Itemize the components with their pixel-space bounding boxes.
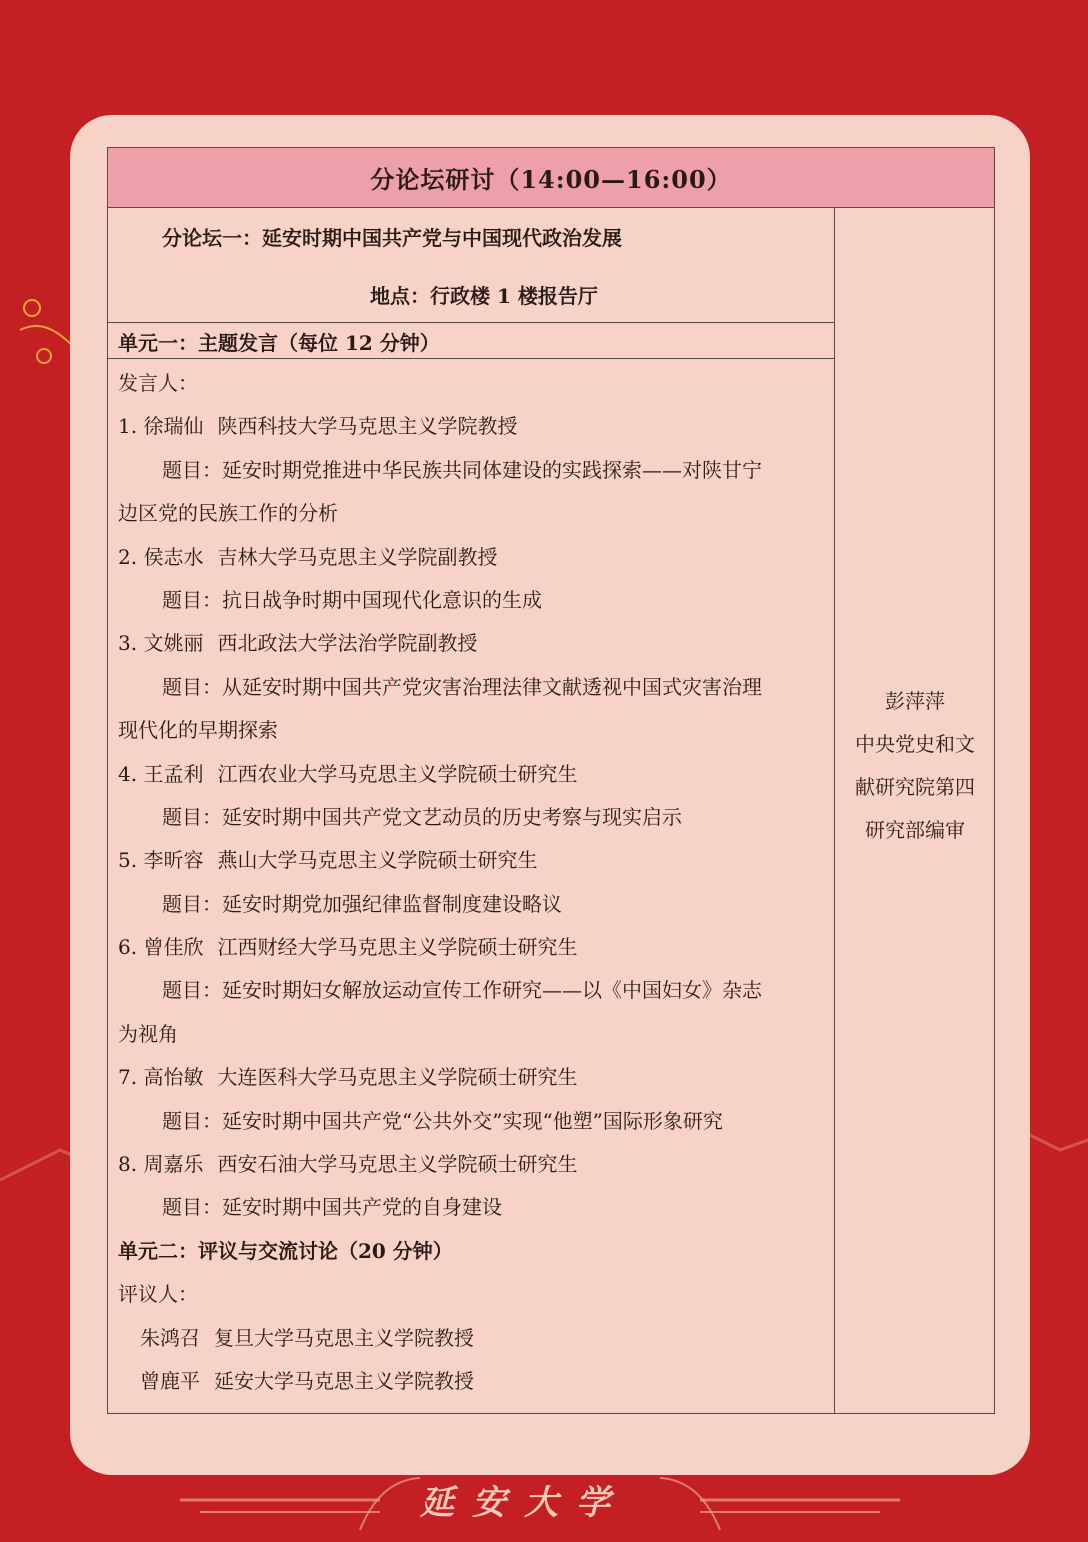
commentator-affiliation: 延安大学马克思主义学院教授 — [214, 1368, 474, 1393]
column-divider — [834, 208, 835, 1413]
speaker-item — [118, 753, 828, 796]
host-title-line: 研究部编审 — [865, 818, 965, 842]
speaker-name: 7. 高怡敏 — [118, 1065, 204, 1090]
commentator-affiliation: 复旦大学马克思主义学院教授 — [214, 1325, 474, 1350]
host-info — [836, 680, 994, 852]
commentators-label: 评议人： — [118, 1282, 198, 1307]
speaker-affiliation: 陕西科技大学马克思主义学院教授 — [217, 414, 518, 439]
speaker-topic: 题目：从延安时期中国共产党灾害治理法律文献透视中国式灾害治理 — [162, 674, 762, 699]
commentator-name: 朱鸿召 — [140, 1325, 200, 1350]
speaker-item — [118, 1143, 828, 1186]
unit1-heading: 单元一：主题发言（每位 12 分钟） — [118, 331, 440, 355]
speaker-name: 5. 李昕容 — [118, 848, 204, 873]
speaker-affiliation: 西安石油大学马克思主义学院硕士研究生 — [217, 1152, 578, 1177]
agenda-content — [118, 362, 828, 1403]
host-title-line: 献研究院第四 — [855, 775, 975, 799]
speaker-topic: 题目：延安时期党推进中华民族共同体建设的实践探索——对陕甘宁 — [162, 457, 762, 482]
speaker-affiliation: 西北政法大学法治学院副教授 — [217, 631, 478, 656]
page-title: 分论坛研讨（14:00—16:00） — [108, 148, 994, 208]
speaker-affiliation: 江西财经大学马克思主义学院硕士研究生 — [217, 935, 578, 960]
speaker-name: 8. 周嘉乐 — [118, 1152, 204, 1177]
speaker-affiliation: 吉林大学马克思主义学院副教授 — [217, 544, 498, 569]
speaker-name: 3. 文姚丽 — [118, 631, 204, 656]
agenda-table — [107, 147, 995, 1414]
commentator-item — [118, 1317, 828, 1360]
speaker-affiliation: 江西农业大学马克思主义学院硕士研究生 — [217, 761, 578, 786]
commentator-item — [118, 1360, 828, 1403]
speaker-topic: 题目：延安时期妇女解放运动宣传工作研究——以《中国妇女》杂志 — [162, 978, 762, 1003]
speakers-label: 发言人： — [118, 371, 198, 395]
speaker-item — [118, 536, 828, 579]
speaker-affiliation: 大连医科大学马克思主义学院硕士研究生 — [217, 1065, 578, 1090]
host-name: 彭萍萍 — [885, 689, 945, 713]
speaker-topic: 题目：延安时期中国共产党“公共外交”实现“他塑”国际形象研究 — [162, 1108, 723, 1133]
speaker-topic: 题目：延安时期中国共产党文艺动员的历史考察与现实启示 — [162, 804, 682, 829]
speaker-item — [118, 926, 828, 969]
host-title-line: 中央党史和文 — [855, 732, 975, 756]
commentator-name: 曾鹿平 — [140, 1368, 200, 1393]
speaker-item — [118, 622, 828, 665]
speaker-topic-continued: 为视角 — [118, 1021, 178, 1046]
unit2-heading: 单元二：评议与交流讨论（20 分钟） — [118, 1238, 453, 1263]
forum-location: 地点：行政楼 1 楼报告厅 — [370, 284, 598, 308]
speaker-topic: 题目：抗日战争时期中国现代化意识的生成 — [162, 587, 542, 612]
speaker-item — [118, 1056, 828, 1099]
speaker-item — [118, 405, 828, 448]
speaker-name: 6. 曾佳欣 — [118, 935, 204, 960]
speaker-name: 1. 徐瑞仙 — [118, 414, 204, 439]
speaker-item — [118, 839, 828, 882]
speaker-topic-continued: 边区党的民族工作的分析 — [118, 501, 338, 526]
speaker-topic-continued: 现代化的早期探索 — [118, 718, 278, 743]
speaker-name: 4. 王孟利 — [118, 761, 204, 786]
university-logo: 延安大学 — [420, 1483, 628, 1523]
row-divider — [108, 358, 834, 359]
speaker-affiliation: 燕山大学马克思主义学院硕士研究生 — [217, 848, 538, 873]
speaker-name: 2. 侯志水 — [118, 544, 204, 569]
speaker-topic: 题目：延安时期党加强纪律监督制度建设略议 — [162, 891, 562, 916]
forum-title: 分论坛一：延安时期中国共产党与中国现代政治发展 — [162, 226, 622, 250]
row-divider — [108, 322, 834, 323]
speaker-topic: 题目：延安时期中国共产党的自身建设 — [162, 1195, 502, 1220]
